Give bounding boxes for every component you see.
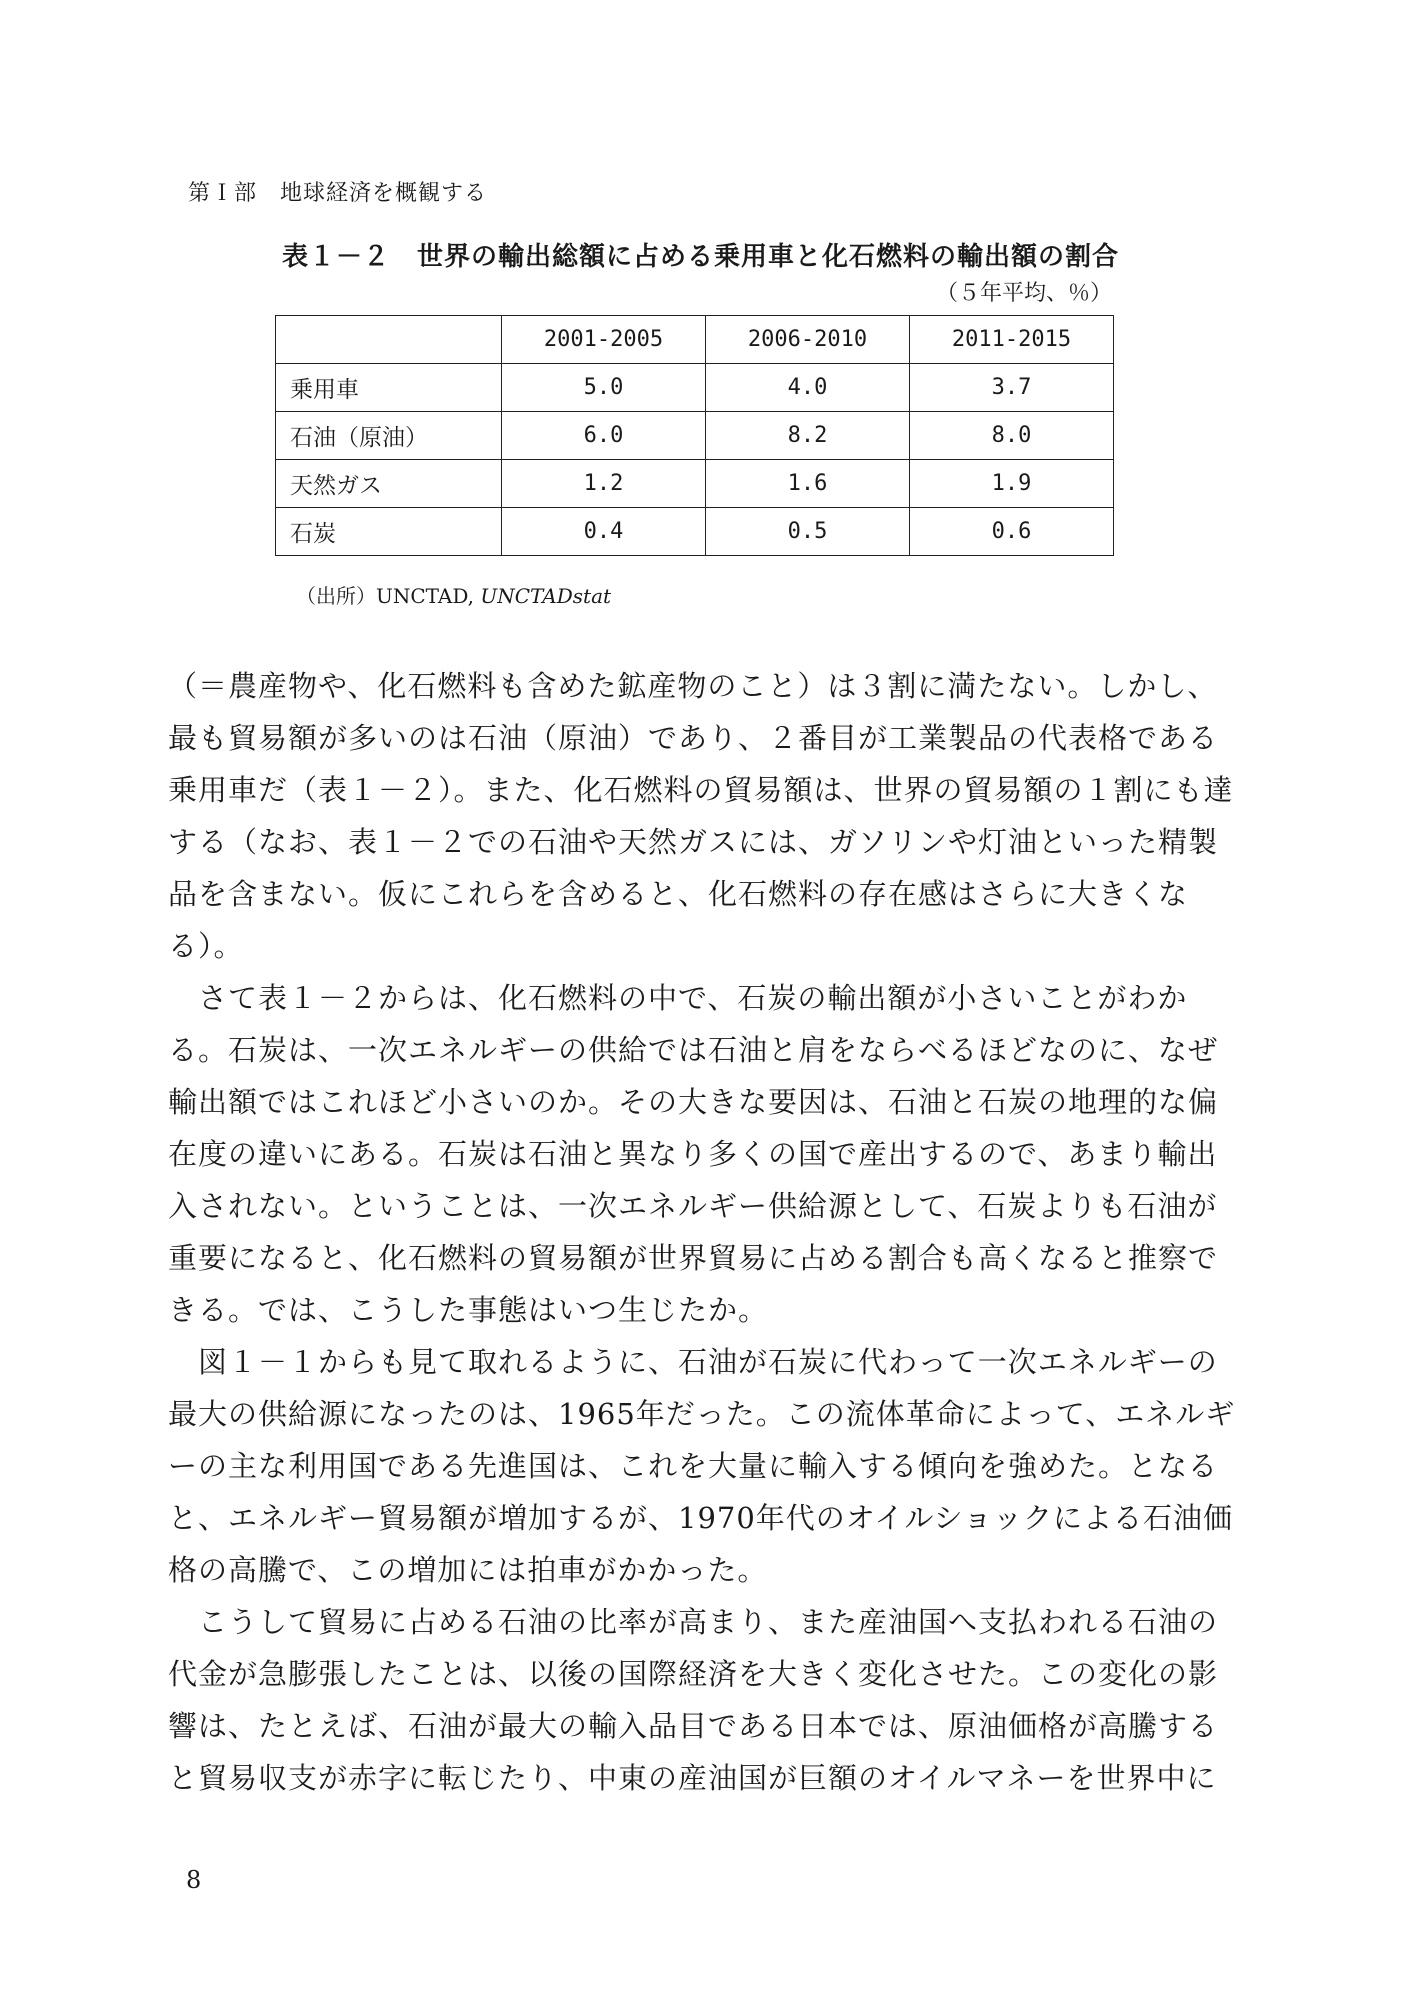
row-label: 乗用車 — [276, 364, 502, 412]
source-prefix: （出所）UNCTAD, — [296, 584, 475, 608]
table-row — [276, 508, 1114, 556]
page-number: 8 — [186, 1866, 202, 1894]
table-cell: 3.7 — [910, 364, 1114, 412]
table-cell: 5.0 — [502, 364, 706, 412]
paragraph: （＝農産物や、化石燃料も含めた鉱産物のこと）は３割に満たない。しかし、最も貿易額が多いのは石油（原油）であり、２番目が工業製品の代表格である乗用車だ（表１－２）。また、化石燃料の貿易額は、世界の貿易額の１割にも達する（なお、表１－２での石油や天然ガスには、ガソリンや灯油といった精製品を含まない。仮にこれらを含めると、化石燃料の存在感はさらに大きくなる）。 — [168, 669, 1234, 963]
table-cell: 6.0 — [502, 412, 706, 460]
table-cell: 1.2 — [502, 460, 706, 508]
table-cell: 1.9 — [910, 460, 1114, 508]
table-unit-note: （５年平均、％） — [935, 281, 1112, 306]
table-source-note — [296, 580, 611, 609]
running-header: 第Ｉ部 地球経済を概観する — [188, 181, 488, 206]
row-label: 石炭 — [276, 508, 502, 556]
table-cell: 0.5 — [706, 508, 910, 556]
table-cell: 8.2 — [706, 412, 910, 460]
export-share-table — [275, 315, 1114, 556]
row-label: 天然ガス — [276, 460, 502, 508]
column-header: 2011-2015 — [910, 316, 1114, 364]
column-header: 2001-2005 — [502, 316, 706, 364]
column-header: 2006-2010 — [706, 316, 910, 364]
table-row — [276, 412, 1114, 460]
table-corner-cell — [276, 316, 502, 364]
paragraph: さて表１－２からは、化石燃料の中で、石炭の輸出額が小さいことがわかる。石炭は、一次エネルギーの供給では石油と肩をならべるほどなのに、なぜ輸出額ではこれほど小さいのか。その大きな要因は、石油と石炭の地理的な偏在度の違いにある。石炭は石油と異なり多くの国で産出するので、あまり輸出入されない。ということは、一次エネルギー供給源として、石炭よりも石油が重要になると、化石燃料の貿易額が世界貿易に占める割合も高くなると推察できる。では、こうした事態はいつ生じたか。 — [168, 981, 1219, 1327]
row-label: 石油（原油） — [276, 412, 502, 460]
table-cell: 0.4 — [502, 508, 706, 556]
table-row — [276, 364, 1114, 412]
table-cell: 1.6 — [706, 460, 910, 508]
table-cell: 8.0 — [910, 412, 1114, 460]
table-row — [276, 460, 1114, 508]
paragraph: 図１－１からも見て取れるように、石油が石炭に代わって一次エネルギーの最大の供給源になったのは、1965年だった。この流体革命によって、エネルギーの主な利用国である先進国は、これを大量に輸入する傾向を強めた。となると、エネルギー貿易額が増加するが、1970年代のオイルショックによる石油価格の高騰で、この増加には拍車がかかった。 — [168, 1345, 1236, 1587]
table-header-row — [276, 316, 1114, 364]
table-cell: 4.0 — [706, 364, 910, 412]
paragraph: こうして貿易に占める石油の比率が高まり、また産油国へ支払われる石油の代金が急膨張したことは、以後の国際経済を大きく変化させた。この変化の影響は、たとえば、石油が最大の輸入品目である日本では、原油価格が高騰すると貿易収支が赤字に転じたり、中東の産油国が巨額のオイルマネーを世界中に — [168, 1605, 1219, 1795]
table-cell: 0.6 — [910, 508, 1114, 556]
source-title: UNCTADstat — [480, 584, 612, 608]
table-title: 表１－２ 世界の輸出総額に占める乗用車と化石燃料の輸出額の割合 — [282, 242, 1120, 272]
body-text — [168, 660, 1246, 1804]
